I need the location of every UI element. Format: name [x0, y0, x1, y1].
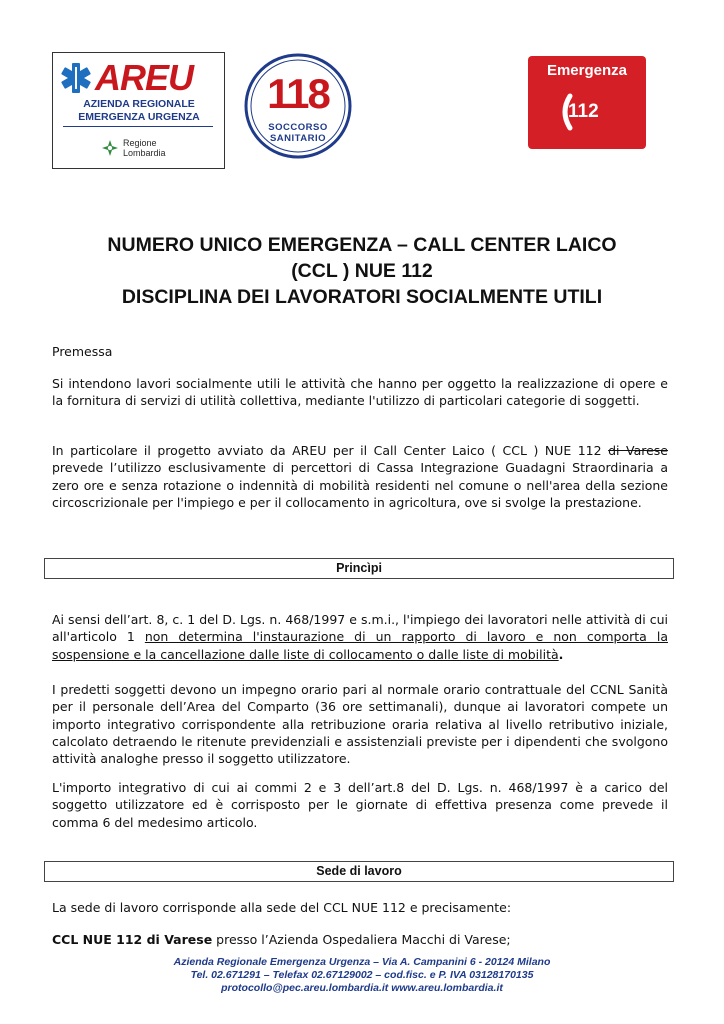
page-title: NUMERO UNICO EMERGENZA – CALL CENTER LAICO (CCL ) NUE 112 DISCIPLINA DEI LAVORATORI SOCIALMENTE UTILI [107, 234, 617, 308]
emergenza-number: 112 [568, 101, 599, 122]
regione-lombardia-icon [101, 139, 119, 157]
principi-paragraph-1: Ai sensi dell’art. 8, c. 1 del D. Lgs. n. 468/1997 e s.m.i., l'impiego dei lavoratori nelle attività di cui all'articolo 1 non determina l'instaurazione di un rapporto di lavoro e non comporta la sospensione e la cancellazione dalle liste di collocamento o dalle liste di mobilità. [52, 612, 668, 662]
premessa-paragraph-1: Si intendono lavori socialmente utili le attività che hanno per oggetto la realizzazione di opere e la fornitura di servizi di utilità collettiva, mediante l'utilizzo di particolari categorie di soggetti. [52, 376, 668, 409]
areu-wordmark: AREU [95, 57, 194, 98]
premessa-heading: Premessa [52, 344, 113, 359]
premessa-paragraph-2: In particolare il progetto avviato da AREU per il Call Center Laico ( CCL ) NUE 112 di Varese prevede l’utilizzo esclusivamente di percettori di Cassa Integrazione Guadagni Straordinaria a zero ore e senza rotazione o indennità di mobilità residenti nel comune o nell'area della sezione circoscrizionale per l'impiego e per il collocamento in agricoltura, ove si svolge la prestazione. [52, 443, 668, 510]
soccorso-label: SOCCORSO SANITARIO [268, 122, 328, 144]
star-of-life-icon [59, 62, 93, 94]
emergenza-112-logo [528, 56, 646, 149]
emergenza-word: Emergenza [546, 62, 628, 79]
soccorso-118-logo [243, 52, 353, 160]
page-footer: Azienda Regionale Emergenza Urgenza – Via A. Campanini 6 - 20124 Milano Tel. 02.671291 – Telefax 02.67129002 – cod.fisc. e P. IVA 03128170135 protocollo@pec.areu.lombardia.it www.areu.lombardia.it [173, 956, 551, 994]
section-principi-heading: Princìpi [44, 558, 674, 579]
sede-paragraph-1: La sede di lavoro corrisponde alla sede del CCL NUE 112 e precisamente: [52, 900, 512, 915]
regione-lombardia-label: Regione Lombardia [123, 138, 166, 158]
sede-paragraph-2: CCL NUE 112 di Varese presso l’Azienda Ospedaliera Macchi di Varese; [52, 932, 511, 947]
section-sede-heading: Sede di lavoro [44, 861, 674, 882]
principi-paragraph-2: I predetti soggetti devono un impegno orario pari al normale orario contrattuale del CCNL Sanità per il personale dell’Area del Comparto (36 ore settimanali), dunque ai lavoratori compete un importo integrativo corrispondente alla retribuzione oraria relativa al livello retributivo iniziale, calcolato detraendo le ritenute previdenziali e assistenziali previste per i dipendenti che svolgono attività analoghe presso il soggetto utilizzatore. [52, 682, 668, 767]
principi-paragraph-3: L'importo integrativo di cui ai commi 2 e 3 dell’art.8 del D. Lgs. n. 468/1997 è a carico del soggetto utilizzatore ed è corrisposto per le giornate di effettiva presenza come prevede il comma 6 del medesimo articolo. [52, 780, 668, 830]
areu-subtitle: AZIENDA REGIONALE EMERGENZA URGENZA [78, 98, 200, 123]
soccorso-number: 118 [267, 70, 329, 117]
areu-logo [52, 52, 225, 169]
